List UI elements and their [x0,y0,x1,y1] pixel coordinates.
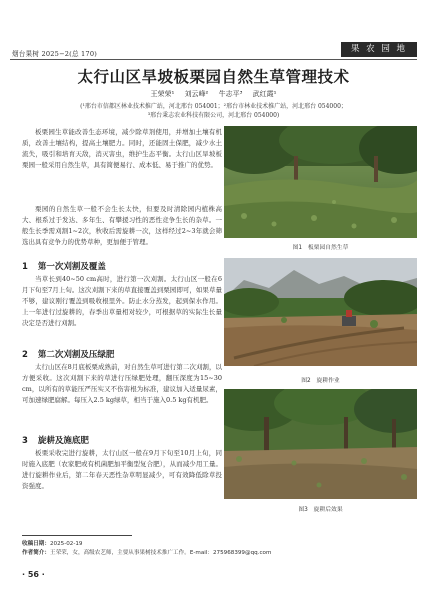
section-1-number: 1 [22,262,28,272]
intro-paragraph-1: 板栗园生草能改善生态环境，减少除草剂使用，并增加土壤有机质，改善土壤结构，提高土壤肥力。同时，还能固土保肥，减少水土流失，吸引和培育天敌，消灭害虫，维护生态平衡。太行山区旱坡板栗园一般采用自然生草，具有简便易行、成本低、易于推广的优势。 [22,128,222,169]
journal-header: 烟台果树 2025−2(总 170) [12,50,97,58]
figure-1-photo [224,126,417,238]
section-3-number: 3 [22,436,28,446]
section-2-heading [22,348,114,360]
section-1-title: 第一次刈割及覆盖 [37,262,106,272]
author-3: 牛志平³ [218,90,243,98]
received-date [22,539,83,547]
author-bio-value: 王荣荣，女，高级农艺师，主要从事果树技术推广工作。E-mail：275968399@qq.com [49,550,272,556]
figure-3-caption: 图3 旋耕后效果 [298,507,343,513]
author-bio-label: 作者简介： [22,550,50,556]
author-2: 刘云峰² [184,90,209,98]
section-3-heading [22,434,89,446]
author-1: 王荣荣¹ [150,90,175,98]
article-title: 太行山区旱坡板栗园自然生草管理技术 [77,68,350,86]
figure-2-caption: 图2 旋耕作业 [301,378,340,384]
affiliation-line-1: (¹邢台市信都区林业技术推广站，河北邢台 054001；²邢台市林业技术推广站，河北邢台 054000； [80,103,347,110]
figure-3-photo [224,389,417,499]
header-divider [10,59,417,60]
section-2-title: 第二次刈割及压绿肥 [37,350,115,360]
received-value: 2025-02-19 [49,541,83,547]
author-list [0,89,427,99]
author-bio [22,548,271,556]
column-tag: 果 农 园 地 [341,42,417,57]
intro-paragraph-2: 栗园的自然生草一般不会生长太快，但要及时清除园内植株高大、根系过于发达、多年生、有攀援习性的恶性竞争生长的杂草。一般生长季需刈割1~2次，秋收后需旋耕一次，这样经过2~3年就会筛选出具有竞争力的优势草种，更加便于管理。 [22,205,222,246]
section-2-text: 太行山区在8月底板栗成熟前，对自然生草可进行第二次刈割，以方便采收。这次刈割下来的草进行压绿肥处理，翻压深度为15~30 cm，以所有的草能压严压实又不伤害根为标准，建议加入适量尿素，可加速绿肥腐解。每压入2.5 kg绿草，相当于施入0.5 kg有机肥。 [22,363,222,404]
section-2-number: 2 [22,350,28,360]
section-3-text: 板栗采收完进行旋耕，太行山区一般在9月下旬至10月上旬，同时施入底肥（农家肥或有机菌肥加平衡型复合肥），从而减少用工量。进行旋耕作业后，第二年春天恶性杂草明显减少，可有效降低除草投资强度。 [22,449,222,490]
figure-2-photo [224,258,417,366]
figure-1-caption: 图1 板栗园自然生草 [292,245,349,251]
author-4: 武红霞¹ [252,90,277,98]
page-number: · 56 · [22,570,45,579]
section-3-title: 旋耕及施底肥 [37,436,89,446]
affiliation-line-2: ³邢台秉志农业科技有限公司，河北邢台 054000) [147,112,280,119]
section-1-heading [22,260,106,272]
section-1-text: 当草长到40~50 cm高时，进行第一次刈割。太行山区一般在6月下旬至7月上旬。这次刈割下来的草直接覆盖到栗园即可，如果草量不够，建议刚行覆盖到吸收根里外。防止水分蒸发，起到保水作用。上一年进行过旋耕的，春季出草量相对较少，可根据草的实际生长量决定是否进行刈割。 [22,275,222,327]
footnote-divider [22,535,132,536]
received-label: 收稿日期： [22,541,50,547]
